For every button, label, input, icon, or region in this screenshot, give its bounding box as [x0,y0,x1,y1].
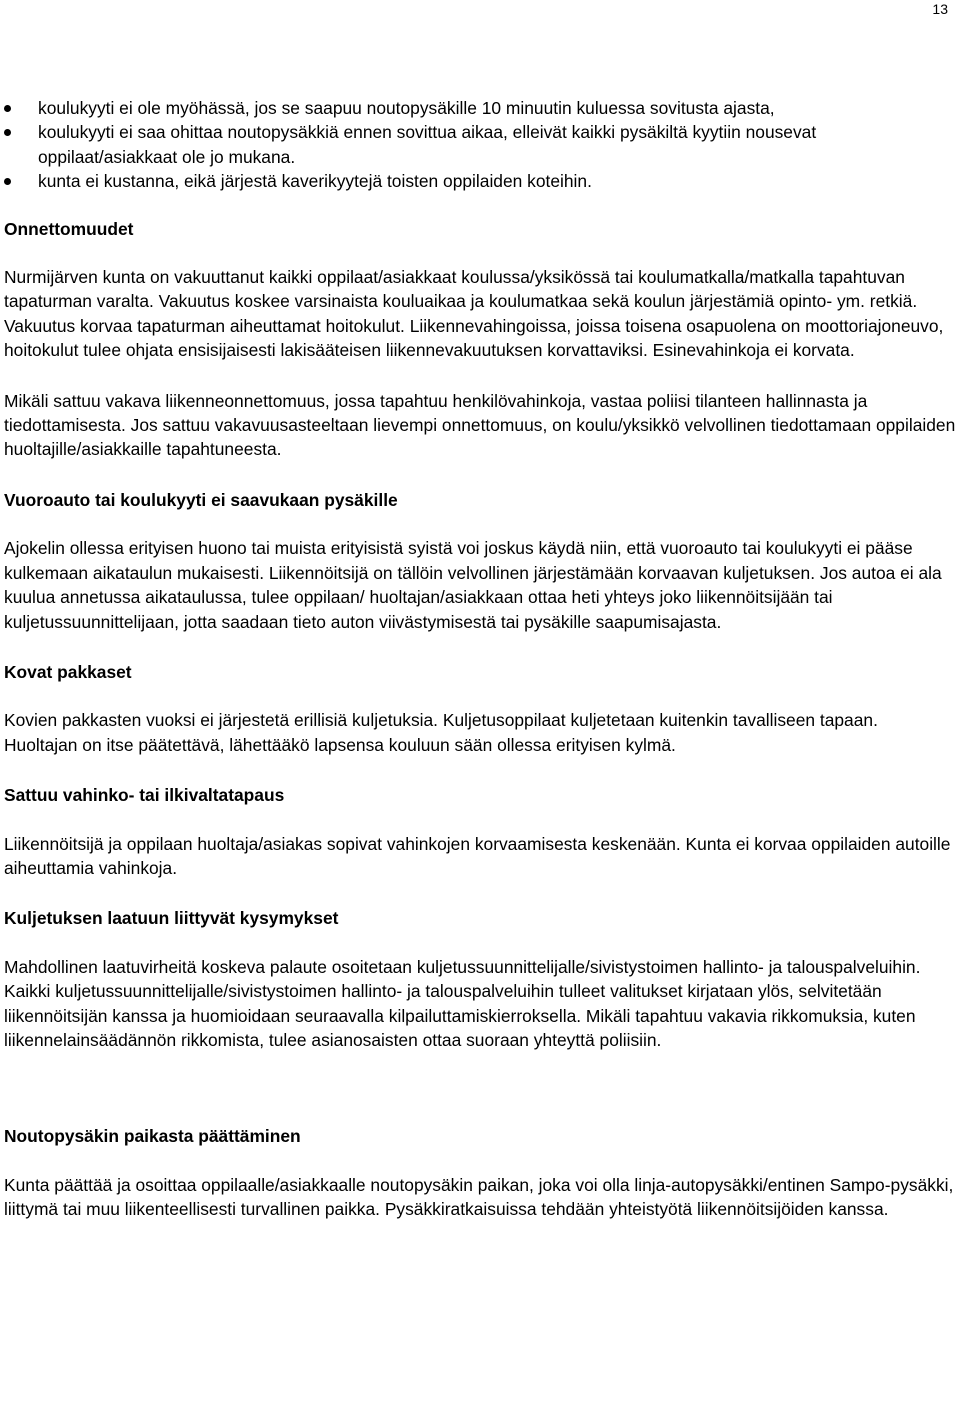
section-heading-kovat-pakkaset: Kovat pakkaset [4,661,132,682]
bullet-list [4,96,956,194]
bullet-icon [4,178,11,185]
list-item [4,120,956,169]
paragraph: Liikennöitsijä ja oppilaan huoltaja/asiakas sopivat vahinkojen korvaamisesta keskenään. Kunta ei korvaa oppilaiden autoille aiheuttamia vahinkoja. [4,833,951,878]
section-heading-vuoroauto: Vuoroauto tai koulukyyti ei saavukaan pysäkille [4,489,398,510]
list-item [4,96,956,120]
bullet-icon [4,129,11,136]
list-item-text: kunta ei kustanna, eikä järjestä kaverikyytejä toisten oppilaiden koteihin. [38,171,592,192]
paragraph: Ajokelin ollessa erityisen huono tai muista erityisistä syistä voi joskus käydä niin, että vuoroauto tai koulukyyti ei pääse kulkemaan aikataulun mukaisesti. Liikennöitsijä on tällöin velvollinen järjestämään korvaavan kuljetuksen. Jos autoa ei ala kuulua annetussa aikataulussa, tulee oppilaan/ huoltajan/asiakkaan ottaa heti yhteys joko liikennöitsijään tai kuljetussuunnittelijaan, jotta saadaan tieto auton viivästymisestä tai pysäkille saapumisajasta. [4,538,942,632]
section-heading-vahinko: Sattuu vahinko- tai ilkivaltatapaus [4,785,285,806]
paragraph: Kunta päättää ja osoittaa oppilaalle/asiakkaalle noutopysäkin paikan, joka voi olla linja-autopysäkki/entinen Sampo-pysäkki, liittymä tai muu liikenteellisesti turvallinen paikka. Pysäkkiratkaisuissa tehdään yhteistyötä liikennöitsijöiden kanssa. [4,1174,954,1220]
list-item-text: koulukyyti ei saa ohittaa noutopysäkkiä ennen sovittua aikaa, elleivät kaikki pysäkiltä kyytiin nousevat oppilaat/asiakkaat ole jo mukana. [38,122,817,167]
list-item [4,169,956,193]
paragraph: Nurmijärven kunta on vakuuttanut kaikki oppilaat/asiakkaat koulussa/yksikössä tai koulumatkalla/matkalla tapahtuvan tapaturman varalta. Vakuutus koskee varsinaista kouluaikaa ja koulumatkaa sekä koulun järjestämiä opinto- ym. retkiä. Vakuutus korvaa tapaturman aiheuttamat hoitokulut. Liikennevahingoissa, joissa toisena osapuolena on moottoriajoneuvo, hoitokulut tulee ohjata ensisijaisesti lakisääteisen liikennevakuutuksen korvattaviksi. Esinevahinkoja ei korvata. [4,267,944,361]
paragraph: Mahdollinen laatuvirheitä koskeva palaute osoitetaan kuljetussuunnittelijalle/sivistystoimen hallinto- ja talouspalveluihin. Kaikki kuljetussuunnittelijalle/sivistystoimen hallinto- ja talouspalveluihin tulleet valitukset kirjataan ylös, selvitetään liikennöitsijän kanssa ja huomioidaan seuraavalla kilpailuttamiskierroksella. Mikäli tapahtuu vakavia rikkomuksia, kuten liikennelainsäädännön rikkomista, tulee asianosaisten ottaa suoraan yhteyttä poliisiin. [4,956,921,1050]
section-heading-noutopysakki: Noutopysäkin paikasta päättäminen [4,1126,301,1147]
section-heading-onnettomuudet: Onnettomuudet [4,218,134,239]
document-body [4,96,956,1222]
paragraph: Kovien pakkasten vuoksi ei järjestetä erillisiä kuljetuksia. Kuljetusoppilaat kuljetetaan kuitenkin tavalliseen tapaan. Huoltajan on itse päätettävä, lähettääkö lapsensa kouluun sään ollessa erityisen kylmä. [4,710,878,755]
bullet-icon [4,105,11,112]
page-number: 13 [932,1,948,17]
section-heading-laatu: Kuljetuksen laatuun liittyvät kysymykset [4,908,339,929]
paragraph: Mikäli sattuu vakava liikenneonnettomuus, jossa tapahtuu henkilövahinkoja, vastaa poliisi tilanteen hallinnasta ja tiedottamisesta. Jos sattuu vakavuusasteeltaan lievempi onnettomuus, on koulu/yksikkö velvollinen tiedottamaan oppilaiden huoltajille/asiakkaille tapahtuneesta. [4,390,956,460]
list-item-text: koulukyyti ei ole myöhässä, jos se saapuu noutopysäkille 10 minuutin kuluessa sovitusta ajasta, [38,98,775,118]
